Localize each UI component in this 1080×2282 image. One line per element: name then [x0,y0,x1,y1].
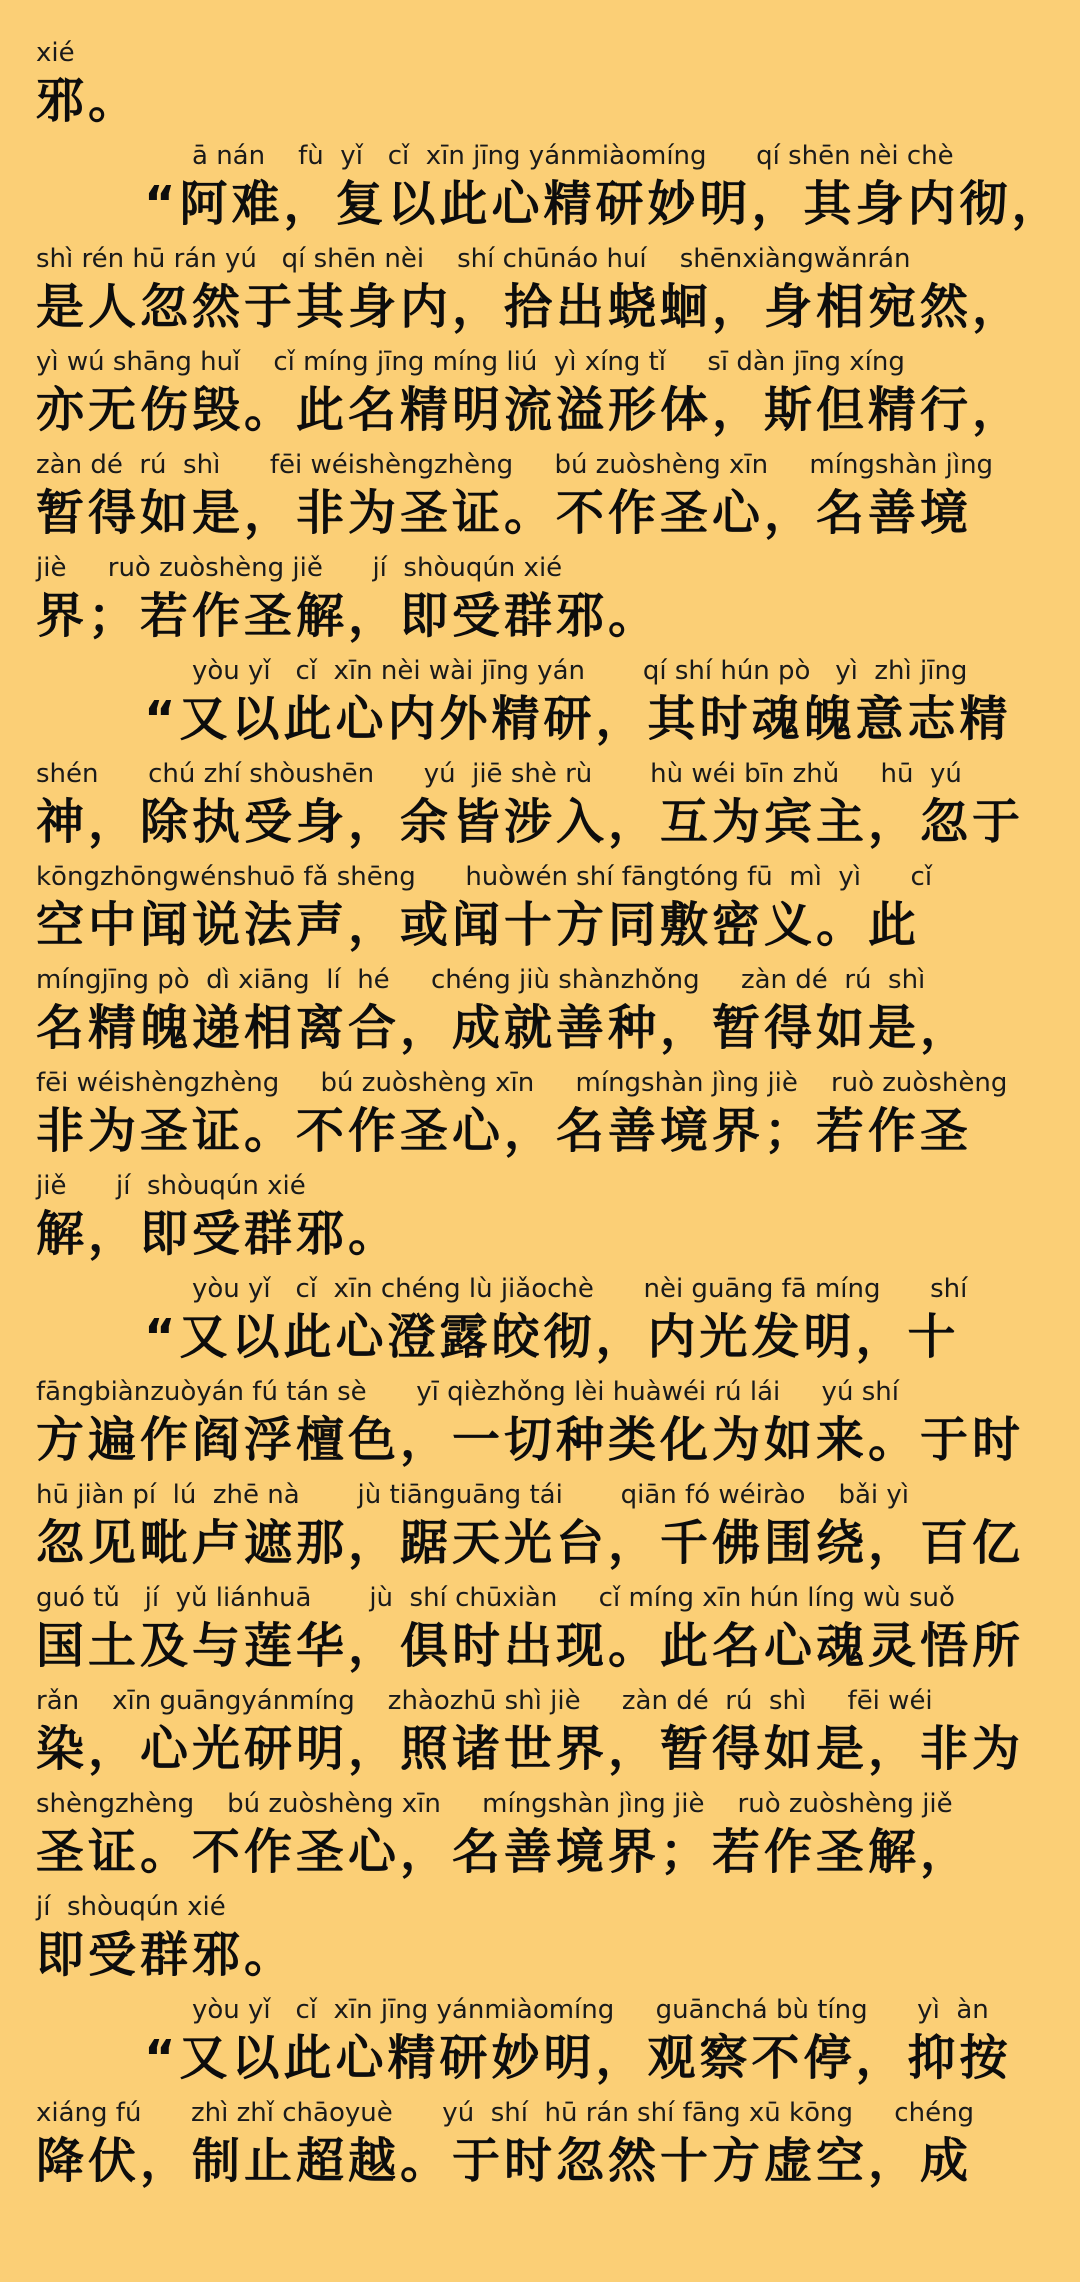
text-line [36,963,1056,1066]
text-line [36,1478,1056,1581]
text-line [36,1581,1056,1684]
chinese-text: 染，心光研明，照诸世界，暂得如是，非为 [36,1721,1025,1777]
chinese-text: 即受群邪。 [36,1927,297,1983]
pinyin-annotation: yòu yǐ cǐ xīn jīng yánmiàomíng guānchá bù tíng yì àn [192,1995,989,2025]
text-line [36,654,1056,757]
pinyin-annotation: fēi wéishèngzhèng bú zuòshèng xīn míngshàn jìng jiè ruò zuòshèng [36,1068,1008,1098]
chinese-text: 亦无伤毁。此名精明流溢形体，斯但精行， [36,382,1025,438]
text-line [36,345,1056,448]
chinese-text: 名精魄递相离合，成就善种，暂得如是， [36,1000,973,1056]
pinyin-annotation: xiáng fú zhì zhǐ chāoyuè yú shí hū rán shí fāng xū kōng chéng [36,2098,975,2128]
chinese-text: 降伏，制止超越。于时忽然十方虚空，成 [36,2133,973,2189]
pinyin-annotation: shén chú zhí shòushēn yú jiē shè rù hù wéi bīn zhǔ hū yú [36,759,962,789]
chinese-text: 解，即受群邪。 [36,1206,401,1262]
text-line [36,1890,1056,1993]
text-line [36,1375,1056,1478]
pinyin-annotation: shì rén hū rán yú qí shēn nèi shí chūnáo huí shēnxiàngwǎnrán [36,244,911,274]
chinese-text: “又以此心精研妙明，观察不停，抑按 [144,2030,1012,2086]
pinyin-annotation: guó tǔ jí yǔ liánhuā jù shí chūxiàn cǐ míng xīn hún líng wù suǒ [36,1583,955,1613]
pinyin-annotation: kōngzhōngwénshuō fǎ shēng huòwén shí fāngtóng fū mì yì cǐ [36,862,933,892]
pinyin-annotation: míngjīng pò dì xiāng lí hé chéng jiù shànzhǒng zàn dé rú shì [36,965,926,995]
chinese-text: “又以此心澄露皎彻，内光发明，十 [144,1309,960,1365]
pinyin-annotation: yì wú shāng huǐ cǐ míng jīng míng liú yì xíng tǐ sī dàn jīng xíng [36,347,905,377]
chinese-text: 神，除执受身，余皆涉入，互为宾主，忽于 [36,794,1025,850]
pinyin-annotation: jiě jí shòuqún xié [36,1171,306,1201]
text-line [36,1272,1056,1375]
chinese-text: 非为圣证。不作圣心，名善境界；若作圣 [36,1103,973,1159]
chinese-text: 是人忽然于其身内，拾出蛲蛔，身相宛然， [36,279,1025,335]
chinese-text: “又以此心内外精研，其时魂魄意志精 [144,691,1012,747]
pinyin-annotation: jiè ruò zuòshèng jiě jí shòuqún xié [36,553,563,583]
chinese-text: 忽见毗卢遮那，踞天光台，千佛围绕，百亿 [36,1515,1025,1571]
pinyin-annotation: xié [36,38,75,68]
text-line [36,242,1056,345]
text-line [36,1684,1056,1787]
pinyin-annotation: ā nán fù yǐ cǐ xīn jīng yánmiàomíng qí shēn nèi chè [192,141,954,171]
chinese-text: 暂得如是，非为圣证。不作圣心，名善境 [36,485,973,541]
pinyin-annotation: shèngzhèng bú zuòshèng xīn míngshàn jìng jiè ruò zuòshèng jiě [36,1789,953,1819]
chinese-text: 界；若作圣解，即受群邪。 [36,588,661,644]
text-line [36,860,1056,963]
text-line [36,2096,1056,2199]
chinese-text: 国土及与莲华，俱时出现。此名心魂灵悟所 [36,1618,1025,1674]
text-line [36,139,1064,242]
chinese-text: 圣证。不作圣心，名善境界；若作圣解， [36,1824,973,1880]
pinyin-annotation: yòu yǐ cǐ xīn chéng lù jiǎochè nèi guāng fā míng shí [192,1274,968,1304]
pinyin-annotation: jí shòuqún xié [36,1892,226,1922]
text-line [36,551,1056,654]
pinyin-annotation: fāngbiànzuòyán fú tán sè yī qièzhǒng lèi huàwéi rú lái yú shí [36,1377,899,1407]
chinese-text: 空中闻说法声，或闻十方同敷密义。此 [36,897,921,953]
text-line [36,1993,1056,2096]
pinyin-annotation: yòu yǐ cǐ xīn nèi wài jīng yán qí shí hún pò yì zhì jīng [192,656,968,686]
text-line [36,36,1056,139]
chinese-text: “阿难，复以此心精研妙明，其身内彻， [144,176,1064,232]
text-line [36,1787,1056,1890]
pinyin-annotation: rǎn xīn guāngyánmíng zhàozhū shì jiè zàn dé rú shì fēi wéi [36,1686,933,1716]
chinese-text: 邪。 [36,73,141,129]
text-line [36,1169,1056,1272]
text-line [36,1066,1056,1169]
chinese-text: 方遍作阎浮檀色，一切种类化为如来。于时 [36,1412,1025,1468]
text-line [36,448,1056,551]
pinyin-annotation: hū jiàn pí lú zhē nà jù tiānguāng tái qiān fó wéirào bǎi yì [36,1480,909,1510]
pinyin-annotation: zàn dé rú shì fēi wéishèngzhèng bú zuòshèng xīn míngshàn jìng [36,450,994,480]
text-line [36,757,1056,860]
